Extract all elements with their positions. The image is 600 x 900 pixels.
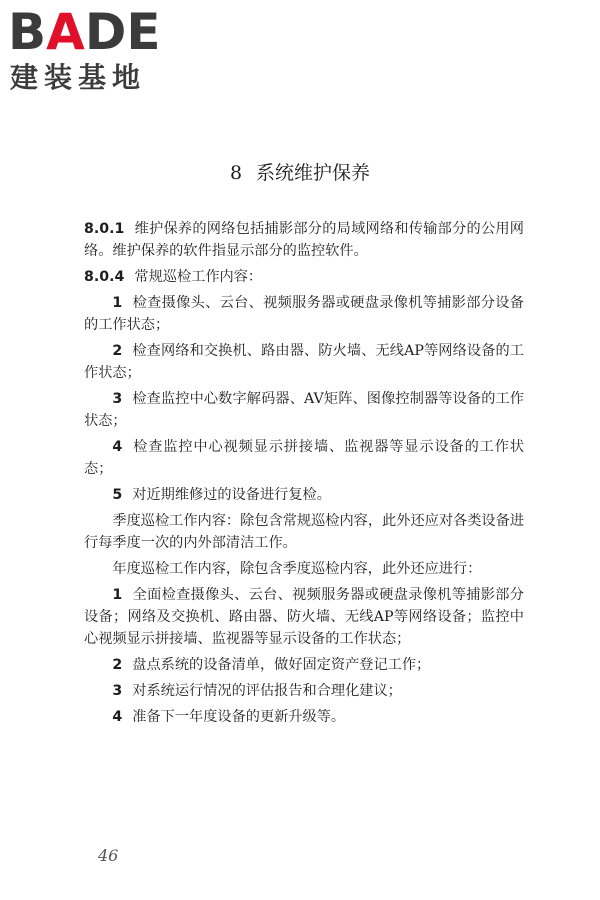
annual-inspection-intro: 年度巡检工作内容，除包含季度巡检内容，此外还应进行：	[112, 561, 482, 577]
clause-number: 8.0.1	[84, 221, 125, 237]
logo-letter-b: B	[8, 3, 47, 61]
document-body	[84, 218, 524, 732]
clause-8-0-1	[84, 218, 524, 262]
item-number: 2	[112, 343, 123, 359]
item-number: 1	[112, 295, 123, 311]
item-number: 1	[112, 587, 123, 603]
item-text: 检查摄像头、云台、视频服务器或硬盘录像机等捕影部分设备的工作状态；	[84, 295, 524, 333]
item-text: 全面检查摄像头、云台、视频服务器或硬盘录像机等捕影部分设备；网络及交换机、路由器、防火墙、无线AP等网络设备；监控中心视频显示拼接墙、监视器等显示设备的工作状态；	[84, 587, 524, 647]
item-number: 3	[112, 683, 123, 699]
item-text: 准备下一年度设备的更新升级等。	[132, 709, 346, 725]
clause-number: 8.0.4	[84, 269, 125, 285]
page-number: 46	[98, 846, 119, 865]
routine-item	[84, 292, 524, 336]
logo-chinese: 建装基地	[10, 61, 147, 94]
quarterly-inspection: 季度巡检工作内容：除包含常规巡检内容，此外还应对各类设备进行每季度一次的内外部清洁工作。	[84, 513, 524, 551]
item-number: 3	[112, 391, 123, 407]
clause-text: 维护保养的网络包括捕影部分的局域网络和传输部分的公用网络。维护保养的软件指显示部分的监控软件。	[84, 221, 524, 259]
chapter-title	[0, 160, 600, 186]
routine-item	[84, 388, 524, 432]
logo-letter-a: A	[46, 3, 85, 61]
routine-item	[84, 340, 524, 384]
item-text: 检查监控中心数字解码器、AV矩阵、图像控制器等设备的工作状态；	[84, 391, 524, 429]
logo-english	[8, 4, 161, 60]
routine-item	[84, 436, 524, 480]
logo-letters-de: DE	[84, 3, 161, 61]
clause-text: 常规巡检工作内容：	[134, 269, 263, 285]
item-text: 盘点系统的设备清单，做好固定资产登记工作；	[132, 657, 431, 673]
item-text: 对系统运行情况的评估报告和合理化建议；	[132, 683, 402, 699]
clause-8-0-4	[84, 266, 524, 288]
routine-item	[84, 484, 524, 506]
item-number: 4	[112, 709, 123, 725]
chapter-title-text: 系统维护保养	[256, 162, 371, 184]
item-text: 检查网络和交换机、路由器、防火墙、无线AP等网络设备的工作状态；	[84, 343, 524, 381]
annual-item	[84, 706, 524, 728]
item-number: 5	[112, 487, 123, 503]
brand-logo	[8, 4, 178, 94]
item-text: 检查监控中心视频显示拼接墙、监视器等显示设备的工作状态；	[84, 439, 524, 477]
annual-item	[84, 680, 524, 702]
annual-item	[84, 654, 524, 676]
annual-item	[84, 584, 524, 650]
item-number: 4	[112, 439, 123, 455]
item-number: 2	[112, 657, 123, 673]
item-text: 对近期维修过的设备进行复检。	[132, 487, 331, 503]
chapter-number: 8	[229, 162, 243, 184]
